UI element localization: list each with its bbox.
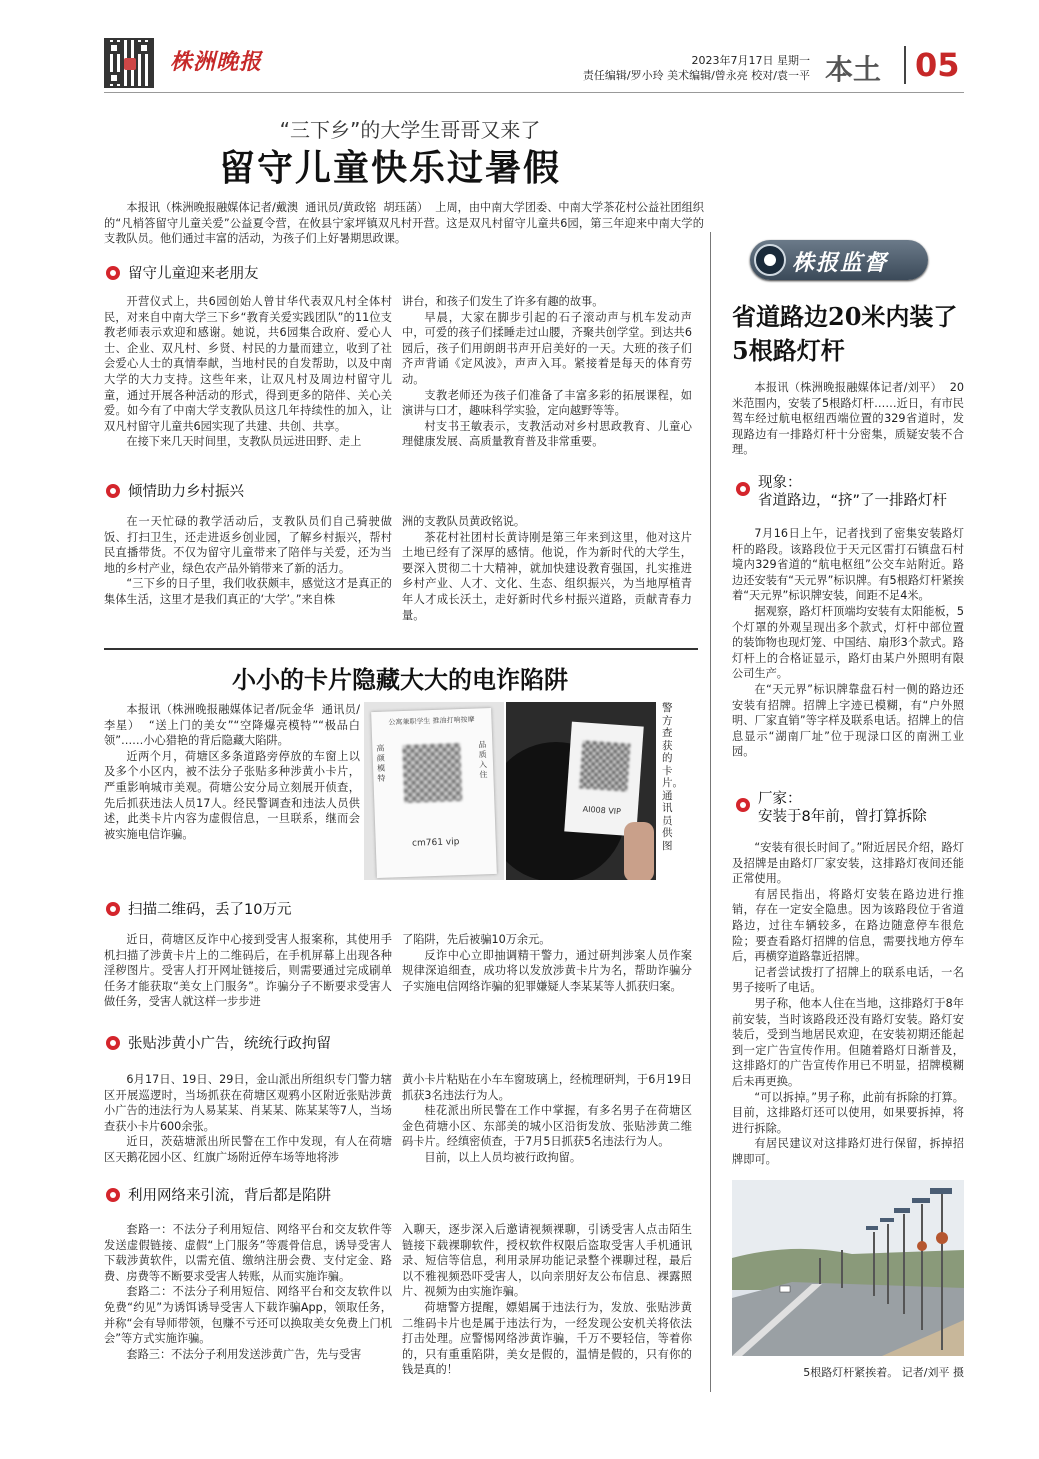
card-code: AI008 VIP bbox=[582, 804, 622, 817]
paragraph: 荷塘警方提醒，嫖娼属于违法行为，发放、张贴涉黄二维码卡片也是属于违法行为，一经发现公安机关将依法打击处理。应警惕网络涉黄诈骗，千万不要轻信，等着你的，只有重重陷阱，美女是假的，温情是假的，只有你的钱是真的！ bbox=[402, 1300, 692, 1377]
article-divider bbox=[104, 648, 698, 650]
article1-sec1-col-right bbox=[402, 294, 692, 450]
article1-lead: 本报讯（株洲晚报融媒体记者/戴澳 通讯员/黄政铭 胡珏菡） 上周，由中南大学团委、中南大学茶花村公益社团组织的“凡梢答留守儿童关爱”公益夏令营，在攸县宁家坪镇双凡村开营。这是双凡村留守儿童共6园，第三年迎来中南大学的支教队员。他们通过丰富的活动，为孩子们上好暑期思政课。 bbox=[104, 201, 704, 246]
article2-sec3-col-right bbox=[402, 1222, 692, 1378]
article1-headline: 留守儿童快乐过暑假 bbox=[218, 147, 561, 189]
article3-sec2-label: 厂家： bbox=[758, 791, 802, 807]
paragraph: 黄小卡片粘贴在小车车窗玻璃上，经梳理研判，于6月19日抓获3名违法行为人。 bbox=[402, 1073, 692, 1102]
paragraph: 套路一：不法分子利用短信、网络平台和交友软件等发送虚假链接、虚假“上门服务”等震骨信息，诱导受害人下载涉黄软件，以需充值、缴纳注册会费、支付定金、路费、房费等不断要求受害人转账，从而实施诈骗。 bbox=[104, 1223, 392, 1283]
watchdog-title: 株报监督 bbox=[792, 251, 889, 276]
page-number: 05 bbox=[915, 46, 960, 84]
article3-sec1-body bbox=[732, 526, 964, 760]
column-divider bbox=[710, 232, 711, 1392]
paragraph: 有居民指出，将路灯安装在路边进行推销，存在一定安全隐患。因为该路段位于省道路边，过往车辆较多，在路边随意停车很危险；要查看路灯招牌的信息，需要找地方停车后，再横穿道路靠近招牌。 bbox=[732, 887, 964, 964]
article3-sec2-title: 安装于8年前，曾打算拆除 bbox=[758, 809, 927, 825]
newspaper-logo: 株洲晚报 bbox=[170, 49, 263, 75]
paragraph: 桂花派出所民警在工作中掌握，有多名男子在荷塘区金色荷塘小区、东部美的城小区沿街发放、张贴涉黄二维码卡片。经缜密侦查，于7月5日抓获5名违法行为人。 bbox=[402, 1104, 692, 1149]
paragraph: 在接下来几天时间里，支教队员远进田野、走上 bbox=[126, 435, 362, 449]
article2-lead bbox=[104, 702, 360, 842]
paragraph: 近两个月，荷塘区多条道路旁停放的车窗上以及多个小区内，被不法分子张贴多种涉黄小卡片，严重影响城市美观。荷塘公安分局立刻展开侦查，先后抓获违法人员17人。经民警调查和违法人员供述，此类卡片内容为虚假信息，一旦联系，继而会被实施电信诈骗。 bbox=[104, 749, 360, 841]
bullet-icon bbox=[736, 798, 750, 812]
ad-card bbox=[371, 708, 497, 878]
article2-sec1-heading bbox=[106, 898, 291, 919]
article2-photo-caption: 警方查获的卡片。通讯员供图 bbox=[662, 702, 683, 852]
card-side-right: 品质入住 bbox=[478, 740, 488, 780]
paragraph: 了陷阱，先后被骗10万余元。 bbox=[402, 933, 551, 946]
article2-sec3-title: 利用网络来引流，背后都是陷阱 bbox=[128, 1188, 331, 1204]
paragraph: 本报讯（株洲晚报融媒体记者/阮金华 通讯员/李星） “送上门的美女”“空降爆亮模特”“极品白领”……小心猎艳的背后隐藏大陷阱。 bbox=[104, 703, 360, 748]
article1-sec1-title: 留守儿童迎来老朋友 bbox=[128, 266, 259, 282]
bullet-icon bbox=[106, 484, 120, 498]
watchdog-banner bbox=[750, 240, 928, 280]
card-side-left: 高颜模特 bbox=[376, 743, 386, 783]
qr-code-icon bbox=[104, 38, 154, 88]
paragraph: 记者尝试拨打了招牌上的联系电话，一名男子接听了电话。 bbox=[732, 965, 964, 995]
paragraph: 据观察，路灯杆顶端均安装有太阳能板，5个灯罩的外观呈现出多个款式，灯杆中部位置的装饰物也现灯笼、中国结、扇形3个款式。路灯杆上的合格证显示，路灯由某户外照明有限公司生产。 bbox=[732, 604, 964, 681]
paragraph: 套路二：不法分子利用短信、网络平台和交友软件以免费“约见”为诱饵诱导受害人下载诈骗App，领取任务，并称“会有导师带领，包赚不亏还可以换取美女免费上门机会”等方式实施诈骗。 bbox=[104, 1285, 392, 1346]
ad-card bbox=[564, 722, 643, 837]
article2-sec2-col-right bbox=[402, 1072, 692, 1166]
masthead-rule bbox=[104, 92, 964, 93]
article2-photo-left bbox=[364, 702, 504, 880]
article1-sec2-heading bbox=[106, 480, 244, 501]
paragraph: 7月16日上午，记者找到了密集安装路灯杆的路段。该路段位于天元区雷打石镇盘石村境内329省道的“航电枢纽”公交车站附近。路边还安装有“天元界”标识牌。有5根路灯杆紧挨着“天元界”标识牌安装，间距不足4米。 bbox=[732, 527, 964, 603]
editors-line: 责任编辑/罗小玲 美术编辑/曾永亮 校对/袁一平 bbox=[582, 69, 810, 82]
article2-headline: 小小的卡片隐藏大大的电诈陷阱 bbox=[232, 665, 568, 694]
streetlight-photo bbox=[732, 1180, 964, 1356]
article2-sec3-col-left bbox=[104, 1222, 392, 1362]
card-top-text: 公寓兼职学生 推油打响按摩 bbox=[388, 715, 475, 727]
bullet-icon bbox=[736, 482, 750, 496]
article2-sec2-heading bbox=[106, 1032, 331, 1053]
bullet-icon bbox=[106, 266, 120, 280]
article3-sec1-title: 省道路边，“挤”了一排路灯杆 bbox=[758, 493, 948, 509]
article3-headline: 省道路边20米内装了5根路灯杆 bbox=[732, 302, 958, 365]
hand bbox=[624, 822, 654, 880]
section-name: 本土 bbox=[825, 53, 882, 86]
article1-sec2-col-left bbox=[104, 514, 392, 608]
paragraph: 村支书王敏表示，支教活动对乡村思政教育、儿童心理健康发展、高质量教育普及非常重要。 bbox=[402, 419, 692, 449]
qr-code-icon bbox=[579, 740, 630, 791]
bullet-icon bbox=[106, 1036, 120, 1050]
article1-sec2-col-right bbox=[402, 514, 692, 623]
road-scene bbox=[732, 1180, 964, 1356]
paragraph: 茶花村社团村长黄诗刚是第三年来到这里，他对这片土地已经有了深厚的感情。他说，作为新时代的大学生，要深入贯彻二十大精神，就加快建设教育强国，扎实推进乡村产业、人才、文化、生态、组织振兴，为当地厚植青年人才成长沃土，走好新时代乡村振兴道路，贡献青春力量。 bbox=[402, 530, 692, 622]
article3-sec1-label: 现象： bbox=[758, 475, 802, 491]
article1-sec2-title: 倾情助力乡村振兴 bbox=[128, 484, 244, 500]
paragraph: 近日，茨菇塘派出所民警在工作中发现，有人在荷塘区天鹅花园小区、红旗广场附近停车场等地将涉 bbox=[104, 1135, 392, 1164]
paragraph: 套路三：不法分子利用发送涉黄广告，先与受害 bbox=[126, 1347, 362, 1361]
paragraph: 洲的支教队员黄政铭说。 bbox=[402, 515, 526, 528]
article3-sec2-body bbox=[732, 840, 964, 1167]
article3-sec2-heading bbox=[736, 790, 927, 826]
eye-icon bbox=[754, 244, 786, 276]
paragraph: “三下乡的日子里，我们收获颇丰，感觉这才是真正的集体生活，这里才是我们真正的‘大学’。”来自株 bbox=[104, 577, 392, 606]
paragraph: 开营仪式上，共6园创始人曾甘华代表双凡村全体村民，对来自中南大学三下乡“教育关爱实践团队”的11位支教老师表示欢迎和感谢。她说，共6园集合政府、爱心人士、企业、双凡村、乡贤、村民的力量而建立，收到了社会爱心人士的真情奉献，当地村民的自发帮助，以及中南大学的大力支持。这些年来，让双凡村及周边村留守儿童，通过开展各种活动的形式，得到更多的陪伴、关心关爱。如今有了中南大学支教队员这几年持续性的加入，让双凡村留守儿童共6园实现了共建、共创、共享。 bbox=[104, 295, 392, 433]
paragraph: 入聊天，逐步深入后邀请视频裸聊，引诱受害人点击陌生链接下载裸聊软件，授权软件权限后盗取受害人手机通讯录、短信等信息，利用录屏功能记录整个裸聊过程，最后以不雅视频恐吓受害人，以向亲朋好友公布信息、裸露照片、视频为由实施诈骗。 bbox=[402, 1223, 692, 1299]
article2-sec1-title: 扫描二维码，丢了10万元 bbox=[128, 902, 292, 918]
paragraph: 支教老师还为孩子们准备了丰富多彩的拓展课程，如演讲与口才，趣味科学实验，定向越野等等。 bbox=[402, 388, 692, 418]
paragraph: “安装有很长时间了。”附近居民介绍，路灯及招牌是由路灯厂家安装，这排路灯夜间还能正常使用。 bbox=[732, 841, 964, 886]
paragraph: 在一天忙碌的教学活动后，支教队员们自己骑驶做饭、打扫卫生，还走进返乡创业园，了解乡村振兴，帮村民直播带货。不仅为留守儿童带来了陪伴与关爱，还为当地的乡村产业，绿色农产品外销带来了新的活力。 bbox=[104, 515, 392, 575]
article2-sec1-col-left bbox=[104, 932, 392, 1010]
paragraph: 男子称，他本人住在当地，这排路灯于8年前安装，当时该路段还没有路灯安装。路灯安装后，受到当地居民欢迎，在安装初期还能起到一定广告宣传作用。但随着路灯日渐普及，这排路灯的广告宣传作用已不明显，招牌模糊后未再更换。 bbox=[732, 996, 964, 1088]
article2-sec2-title: 张贴涉黄小广告，统统行政拘留 bbox=[128, 1036, 331, 1052]
paragraph: 反诈中心立即抽调精干警力，通过研判涉案人员作案规律深追细查，成功将以发放涉黄卡片为名，帮助诈骗分子实施电信网络诈骗的犯罪嫌疑人李某某等人抓获归案。 bbox=[402, 948, 692, 993]
article2-sec2-col-left bbox=[104, 1072, 392, 1166]
paragraph: 6月17日、19日、29日，金山派出所组织专门警力辖区开展巡逻时，当场抓获在荷塘区观鸦小区附近张贴涉黄小广告的违法行为人易某某、肖某某、陈某某等7人，当场查获小卡片600余张。 bbox=[104, 1073, 392, 1133]
article1-kicker: “三下乡”的大学生哥哥又来了 bbox=[279, 118, 541, 142]
article2-sec1-col-right bbox=[402, 932, 692, 994]
issue-date: 2023年7月17日 星期一 bbox=[691, 54, 810, 67]
paragraph: 讲台，和孩子们发生了许多有趣的故事。 bbox=[402, 295, 604, 308]
article2-sec3-heading bbox=[106, 1184, 331, 1205]
card-code: cm761 vip bbox=[411, 837, 460, 849]
article3-sec1-heading bbox=[736, 474, 947, 510]
bullet-icon bbox=[106, 902, 120, 916]
article1-sec1-col-left bbox=[104, 294, 392, 450]
paragraph: “可以拆掉。”男子称，此前有拆除的打算。目前，这排路灯还可以使用，如果要拆掉，将进行拆除。 bbox=[732, 1090, 964, 1135]
paragraph: 有居民建议对这排路灯进行保留，拆掉招牌即可。 bbox=[732, 1137, 964, 1166]
article1-sec1-heading bbox=[106, 262, 259, 283]
article3-lead: 本报讯（株洲晚报融媒体记者/刘平） 20米范围内，安装了5根路灯杆……近日，有市民驾车经过航电枢纽西端位置的329省道时，发现路边有一排路灯杆十分密集，质疑安装不合理。 bbox=[732, 381, 964, 457]
paragraph: 近日，荷塘区反诈中心接到受害人报案称，其使用手机扫描了涉黄卡片上的二维码后，在手机屏幕上出现各种淫秽图片。受害人打开网址链接后，则需要通过完成刷单任务才能获取“美女上门服务”。诈骗分子不断要求受害人做任务，受害人就这样一步步进 bbox=[104, 933, 392, 1009]
paragraph: 目前，以上人员均被行政拘留。 bbox=[424, 1150, 582, 1164]
qr-code-icon bbox=[402, 743, 462, 803]
paragraph: 在“天元界”标识牌靠盘石村一侧的路边还安装有招牌。招牌上字迹已模糊，有“户外照明、厂家直销”等字样及联系电话。招牌上的信息显示“湖南厂址”位于现渌口区的南洲工业园。 bbox=[732, 682, 964, 759]
streetlight-photo-caption: 5根路灯杆紧挨着。 记者/刘平 摄 bbox=[803, 1366, 964, 1379]
bullet-icon bbox=[106, 1188, 120, 1202]
masthead-divider bbox=[904, 46, 906, 84]
article2-photo-right bbox=[506, 702, 656, 880]
paragraph: 早晨，大家在脚步引起的石子滚动声与机车发动声中，可爱的孩子们揉睡走过山腰，齐聚共创学堂。到达共6园后，孩子们用朗朗书声开启美好的一天。大班的孩子们齐声背诵《定风波》，声声入耳。紧接着是每天的体育劳动。 bbox=[402, 310, 692, 386]
